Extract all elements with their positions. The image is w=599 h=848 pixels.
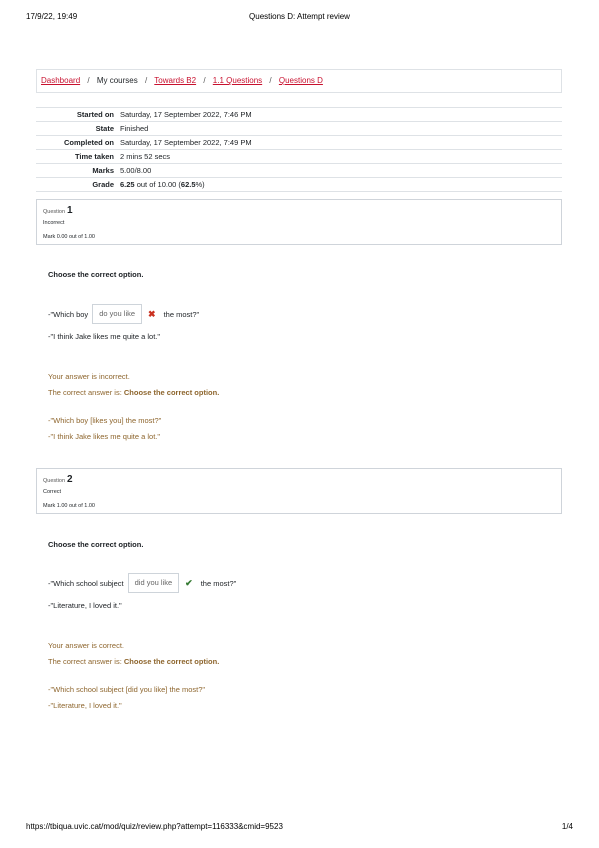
question-1-answer-line bbox=[48, 304, 199, 324]
question-prompt: Choose the correct option. bbox=[48, 270, 144, 279]
breadcrumb-separator: / bbox=[269, 76, 272, 85]
summary-row bbox=[36, 150, 562, 164]
correct-answer-label bbox=[48, 657, 219, 666]
answer-line-after: the most?" bbox=[163, 309, 200, 319]
attempt-summary-table bbox=[36, 107, 562, 192]
answer-dropdown[interactable]: did you like bbox=[128, 573, 180, 593]
summary-label: Grade bbox=[92, 180, 114, 189]
summary-row bbox=[36, 164, 562, 178]
breadcrumb-dashboard[interactable]: Dashboard bbox=[41, 76, 81, 85]
answer-dropdown[interactable]: do you like bbox=[92, 304, 142, 324]
page-number: 1/4 bbox=[561, 822, 573, 831]
question-line-2: -"I think Jake likes me quite a lot." bbox=[48, 332, 161, 341]
summary-value: Finished bbox=[120, 124, 149, 133]
summary-label: State bbox=[95, 124, 114, 133]
question-word: Question bbox=[43, 478, 66, 484]
answer-line-before: -"Which boy bbox=[48, 309, 89, 319]
breadcrumb-separator: / bbox=[144, 76, 148, 85]
correct-answer-prefix: The correct answer is: bbox=[48, 388, 122, 397]
summary-value: Saturday, 17 September 2022, 7:49 PM bbox=[120, 138, 252, 147]
cross-icon: ✖ bbox=[148, 308, 156, 319]
summary-label: Marks bbox=[92, 166, 114, 175]
question-info-2 bbox=[36, 468, 562, 514]
question-prompt: Choose the correct option. bbox=[48, 540, 144, 549]
breadcrumb-quiz[interactable]: Questions D bbox=[278, 76, 323, 85]
grade-end: %) bbox=[195, 180, 205, 189]
correct-answer-line-1: -"Which boy [likes you] the most?" bbox=[48, 416, 162, 425]
correct-answer-line-1: -"Which school subject [did you like] the most?" bbox=[48, 685, 206, 694]
grade-middle: out of 10.00 ( bbox=[134, 180, 181, 189]
answer-line-after: the most?" bbox=[200, 578, 237, 588]
correct-answer-line-2: -"Literature, I loved it." bbox=[48, 701, 122, 710]
summary-row-grade bbox=[36, 178, 562, 192]
question-2-answer-line bbox=[48, 573, 236, 593]
print-footer bbox=[26, 822, 573, 834]
summary-row bbox=[36, 136, 562, 150]
breadcrumb-separator: / bbox=[203, 76, 206, 85]
correct-answer-label bbox=[48, 388, 219, 397]
question-line-2: -"Literature, I loved it." bbox=[48, 601, 122, 610]
correct-answer-prefix: The correct answer is: bbox=[48, 657, 122, 666]
question-info-1 bbox=[36, 199, 562, 245]
summary-value: 2 mins 52 secs bbox=[120, 152, 171, 161]
print-title: Questions D: Attempt review bbox=[249, 12, 350, 21]
question-mark: Mark 0.00 out of 1.00 bbox=[43, 234, 95, 240]
question-state: Incorrect bbox=[43, 220, 65, 226]
feedback-status: Your answer is correct. bbox=[48, 641, 125, 650]
breadcrumb-section[interactable]: 1.1 Questions bbox=[212, 76, 263, 85]
print-url: https://tbiqua.uvic.cat/mod/quiz/review.php?attempt=116333&cmid=9523 bbox=[26, 822, 283, 831]
print-header bbox=[26, 12, 573, 24]
summary-label: Started on bbox=[76, 110, 114, 119]
summary-row bbox=[36, 108, 562, 122]
grade-value bbox=[120, 178, 562, 192]
grade-score: 6.25 bbox=[120, 180, 135, 189]
correct-answer-bold: Choose the correct option. bbox=[123, 388, 220, 397]
summary-label: Time taken bbox=[74, 152, 114, 161]
breadcrumb bbox=[36, 69, 562, 93]
question-state: Correct bbox=[43, 489, 62, 495]
grade-percent: 62.5 bbox=[180, 180, 196, 189]
question-number: 1 bbox=[67, 205, 73, 216]
summary-row bbox=[36, 122, 562, 136]
breadcrumb-separator: / bbox=[87, 76, 90, 85]
breadcrumb-my-courses: My courses bbox=[96, 76, 138, 85]
correct-answer-line-2: -"I think Jake likes me quite a lot." bbox=[48, 432, 161, 441]
question-word: Question bbox=[43, 209, 66, 215]
question-number: 2 bbox=[67, 474, 73, 485]
question-mark: Mark 1.00 out of 1.00 bbox=[43, 503, 95, 509]
correct-answer-bold: Choose the correct option. bbox=[123, 657, 220, 666]
summary-value: 5.00/8.00 bbox=[120, 166, 152, 175]
breadcrumb-course[interactable]: Towards B2 bbox=[154, 76, 197, 85]
print-date: 17/9/22, 19:49 bbox=[26, 12, 78, 21]
check-icon: ✔ bbox=[185, 577, 193, 588]
answer-line-before: -"Which school subject bbox=[48, 578, 124, 588]
summary-label: Completed on bbox=[64, 138, 114, 147]
feedback-status: Your answer is incorrect. bbox=[48, 372, 130, 381]
summary-value: Saturday, 17 September 2022, 7:46 PM bbox=[120, 110, 252, 119]
